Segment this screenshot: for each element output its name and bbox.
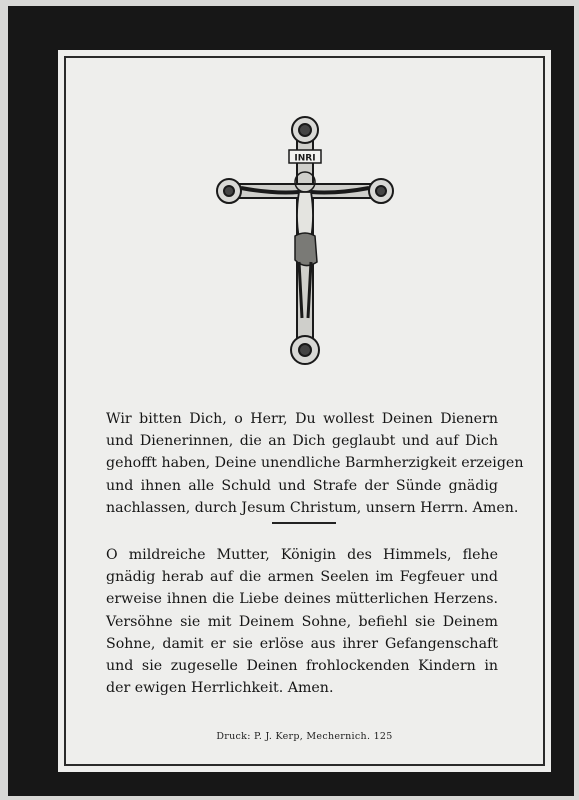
printer-imprint: Druck: P. J. Kerp, Mechernich. 125 [216,731,393,742]
prayer-line: Versöhne sie mit Deinem Sohne, befiehl sie Deinem [106,613,498,630]
card-paper [58,50,551,772]
prayer-line: erweise ihnen die Liebe deines mütterlichen Herzens. [106,591,498,608]
crucifix-icon [215,112,395,374]
prayer-line: und Dienerinnen, die an Dich geglaubt und auf Dich [106,433,498,450]
memorial-card [8,6,574,796]
prayer-line: O mildreiche Mutter, Königin des Himmels, flehe [106,547,498,563]
prayer-line: nachlassen, durch Jesum Christum, unsern Herrn. Amen. [106,499,519,516]
section-divider [272,522,336,524]
prayer-line: der ewigen Herrlichkeit. Amen. [106,680,334,697]
prayer-line: gehofft haben, Deine unendliche Barmherzigkeit erzeigen [106,455,524,472]
prayer-to-mary [106,544,498,699]
prayer-line: Wir bitten Dich, o Herr, Du wollest Deinen Dienern [106,411,498,427]
inri-label: INRI [294,153,316,164]
prayer-line: gnädig herab auf die armen Seelen im Fegfeuer und [106,569,498,586]
prayer-for-the-dead [106,408,524,519]
prayer-line: und ihnen alle Schuld und Strafe der Sünde gnädig [106,477,498,494]
prayer-line: Sohne, damit er sie erlöse aus ihrer Gefangenschaft [106,635,498,652]
prayer-line: und sie zugeselle Deinen frohlockenden Kindern in [106,658,498,675]
